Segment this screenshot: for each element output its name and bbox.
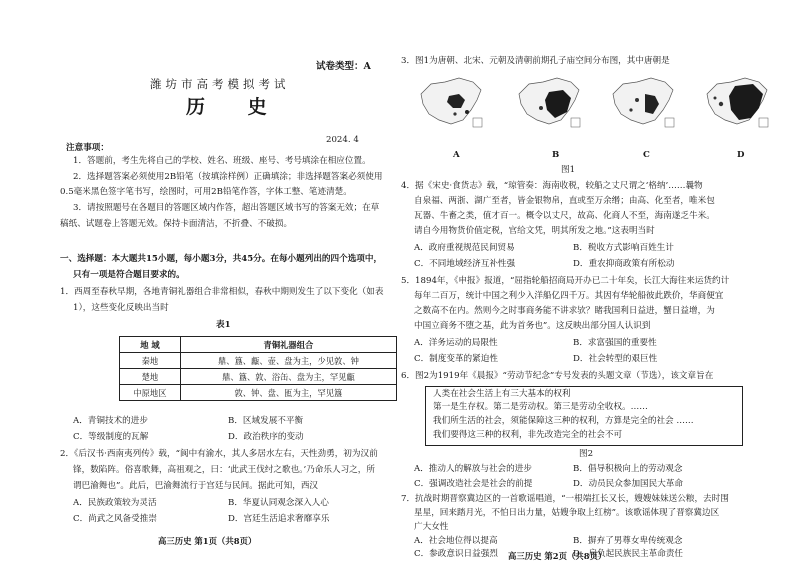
- table-header: 地 域: [120, 337, 181, 353]
- q1-option-d: D．政治秩序的变动: [228, 432, 304, 442]
- relic-table: [119, 336, 397, 401]
- q2-stem: 锋，数陷阵。俗喜歌舞，高祖观之，曰：‘此武王伐纣之歌也。’乃命乐人习之，所: [73, 465, 375, 475]
- quote-line: 人类在社会生活上有三大基本的权利: [433, 389, 571, 399]
- q5-option-a: A．洋务运动的局限性: [414, 338, 498, 348]
- map-b: [513, 74, 585, 130]
- q5-stem: 之数高不在内。然则今之时事商务能不讲求欤？睹我国利日益进，蟹日益增，为: [414, 306, 715, 316]
- q2-stem: 谓巴渝舞也”。此后，巴渝舞流行于宫廷与民间。据此可知，西汉: [73, 481, 319, 491]
- section-instruction: 一、选择题：本大题共15小题，每小题3分，共45分。在每小题列出的四个选项中，: [60, 254, 383, 264]
- exam-title: 潍坊市高考模拟考试: [150, 77, 290, 91]
- figure-caption: 图2: [579, 449, 594, 459]
- table-cell: 鼎、簋、甗、壶、盘为主，少见敦、钟: [180, 353, 396, 369]
- q2-option-d: D．宫廷生活追求奢靡享乐: [228, 514, 330, 524]
- q4-stem: 瓦器、牛畜之类，值才百一。概令以丈尺，故高、化商人不至，海南遂乏牛米。: [414, 211, 715, 221]
- q1-option-c: C．等级制度的瓦解: [73, 432, 149, 442]
- q6-option-c: C．强调改造社会是社会的前提: [414, 479, 533, 489]
- q6-stem: 6．图2为1919年《晨报》“劳动节纪念”专号发表的头题文章（节选），该文章旨在: [401, 371, 714, 381]
- q4-option-b: B．税收方式影响百姓生计: [573, 243, 674, 253]
- q4-stem: 4．据《宋史·食货志》载，“琼管奏：海南收税，较船之丈尺谓之‘格纳’……曩物: [401, 181, 703, 191]
- q7-option-a: A．社会地位得以提高: [414, 536, 498, 546]
- q7-option-c: C．参政意识日益强烈: [414, 549, 498, 559]
- q6-option-b: B．倡导积极向上的劳动观念: [573, 464, 683, 474]
- q7-option-b: B．摒弃了男尊女卑传统观念: [573, 536, 683, 546]
- q5-stem: 5．1894年，《申报》报道，“屈指轮船招商局开办已二十年矣，长江大海往来运货约计: [401, 276, 730, 286]
- china-map-icon: [415, 74, 487, 130]
- table-cell: 鼎、簋、敦、浴缶、盘为主，罕见甗: [180, 369, 396, 385]
- table-row: [120, 385, 397, 401]
- exam-date: 2024. 4: [326, 135, 359, 145]
- q4-option-c: C．不同地域经济互补性强: [414, 259, 516, 269]
- china-map-icon: [607, 74, 679, 130]
- table-cell: 敦、钟、盘、匜为主，罕见簋: [180, 385, 396, 401]
- q2-option-b: B．华夏认同观念深入人心: [228, 498, 329, 508]
- china-map-icon: [513, 74, 585, 130]
- map-label-a: A: [453, 150, 460, 160]
- figure-caption: 图1: [561, 165, 576, 175]
- map-c: [607, 74, 679, 130]
- q6-option-a: A．推动人的解放与社会的进步: [414, 464, 532, 474]
- table-cell: 楚地: [120, 369, 181, 385]
- map-d: [701, 74, 773, 130]
- q2-option-a: A．民族政策较为灵活: [73, 498, 157, 508]
- map-a: [415, 74, 487, 130]
- q7-stem: 星星，回来踏月光，不怕日出力量，姑嫂争取上红榜”。该歌谣体现了晋察冀边区: [414, 508, 720, 518]
- map-label-c: C: [643, 150, 650, 160]
- quote-line: 第一是生存权。第二是劳动权。第三是劳动全收权。……: [433, 402, 648, 412]
- map-label-d: D: [737, 150, 745, 160]
- table-row: [120, 353, 397, 369]
- quote-line: 我们要得这三种的权利，非先改造完全的社会不可: [433, 430, 623, 440]
- note-line: 2．选择题答案必须使用2B铅笔（按填涂样例）正确填涂；非选择题答案必须使用: [73, 172, 383, 182]
- q5-option-c: C．制度变革的紧迫性: [414, 354, 498, 364]
- q5-stem: 每年二百万，统计中国之利少入洋船亿四千万。其因有华轮船彼此跌价，华商便宜: [414, 291, 724, 301]
- note-line: 1．答题前，考生先将自己的学校、姓名、班级、座号、考号填涂在相应位置。: [73, 156, 371, 166]
- q1-option-a: A．青铜技术的进步: [73, 416, 148, 426]
- page-right: [397, 0, 794, 562]
- map-label-b: B: [552, 150, 560, 160]
- subject-title: 历 史: [186, 96, 285, 118]
- quote-line: 我们所生活的社会，须能保障这三种的权利，方算是完全的社会 ……: [433, 416, 694, 426]
- china-map-icon: [701, 74, 773, 130]
- table-header: 青铜礼器组合: [180, 337, 396, 353]
- q4-stem: 自泉福、两浙、湖广至者，皆金银物帛，直或至万余缗；由高、化至者，唯米包: [414, 196, 715, 206]
- q1-stem: 1），这些变化反映出当时: [73, 303, 169, 313]
- q5-option-b: B．求富强国的重要性: [573, 338, 657, 348]
- table-row: [120, 369, 397, 385]
- table-caption: 表1: [216, 320, 231, 330]
- q1-option-b: B．区域发展不平衡: [228, 416, 304, 426]
- q4-option-d: D．重农抑商政策有所松动: [573, 259, 675, 269]
- q4-option-a: A．政府重视规范民间贸易: [414, 243, 515, 253]
- q3-stem: 3．图1为唐朝、北宋、元朝及清朝前期孔子庙空间分布图，其中唐朝是: [401, 56, 670, 66]
- notes-heading: 注意事项：: [66, 143, 109, 153]
- note-line: 0.5毫米黑色签字笔书写，绘图时，可用2B铅笔作答，字体工整、笔迹清楚。: [60, 187, 352, 197]
- table-header-row: [120, 337, 397, 353]
- q6-option-d: D．动员民众参加国民大革命: [573, 479, 684, 489]
- q5-stem: 中国立商务不堕之基，此为首务也”。这反映出部分国人认识到: [414, 321, 651, 331]
- table-cell: 秦地: [120, 353, 181, 369]
- q4-stem: 请自今用物货价值定税，官给文凭，明其所发之地。”这表明当时: [414, 226, 655, 236]
- page-footer-right: 高三历史 第2页（共8页）: [508, 551, 607, 561]
- q5-option-d: D．社会转型的艰巨性: [573, 354, 658, 364]
- q2-option-c: C．尚武之风备受推崇: [73, 514, 157, 524]
- q7-stem: 7．抗战时期晋察冀边区的一首歌谣唱道，“一根端扛长又长，嫂嫂妹妹送公粮，去时围: [401, 494, 729, 504]
- q1-stem: 1．西周至春秋早期，各地青铜礼器组合非常相似，春秋中期则发生了以下变化（如表: [60, 287, 384, 297]
- page-footer-left: 高三历史 第1页（共8页）: [158, 536, 257, 546]
- note-line: 稿纸、试题卷上答题无效。保持卡面清洁，不折叠、不破损。: [60, 219, 293, 229]
- section-instruction: 只有一项是符合题目要求的。: [73, 270, 185, 280]
- q7-stem: 广大女性: [414, 522, 449, 532]
- paper-type: 试卷类型：A: [316, 61, 371, 72]
- note-line: 3．请按照题号在各题目的答题区域内作答，超出答题区域书写的答案无效；在草: [73, 203, 380, 213]
- q2-stem: 2．《后汉书·西南夷列传》载，“阆中有渝水，其人多居水左右，天性劲勇，初为汉前: [60, 449, 378, 459]
- table-cell: 中原地区: [120, 385, 181, 401]
- q7-option-d: D．肩负起民族民主革命责任: [573, 549, 684, 559]
